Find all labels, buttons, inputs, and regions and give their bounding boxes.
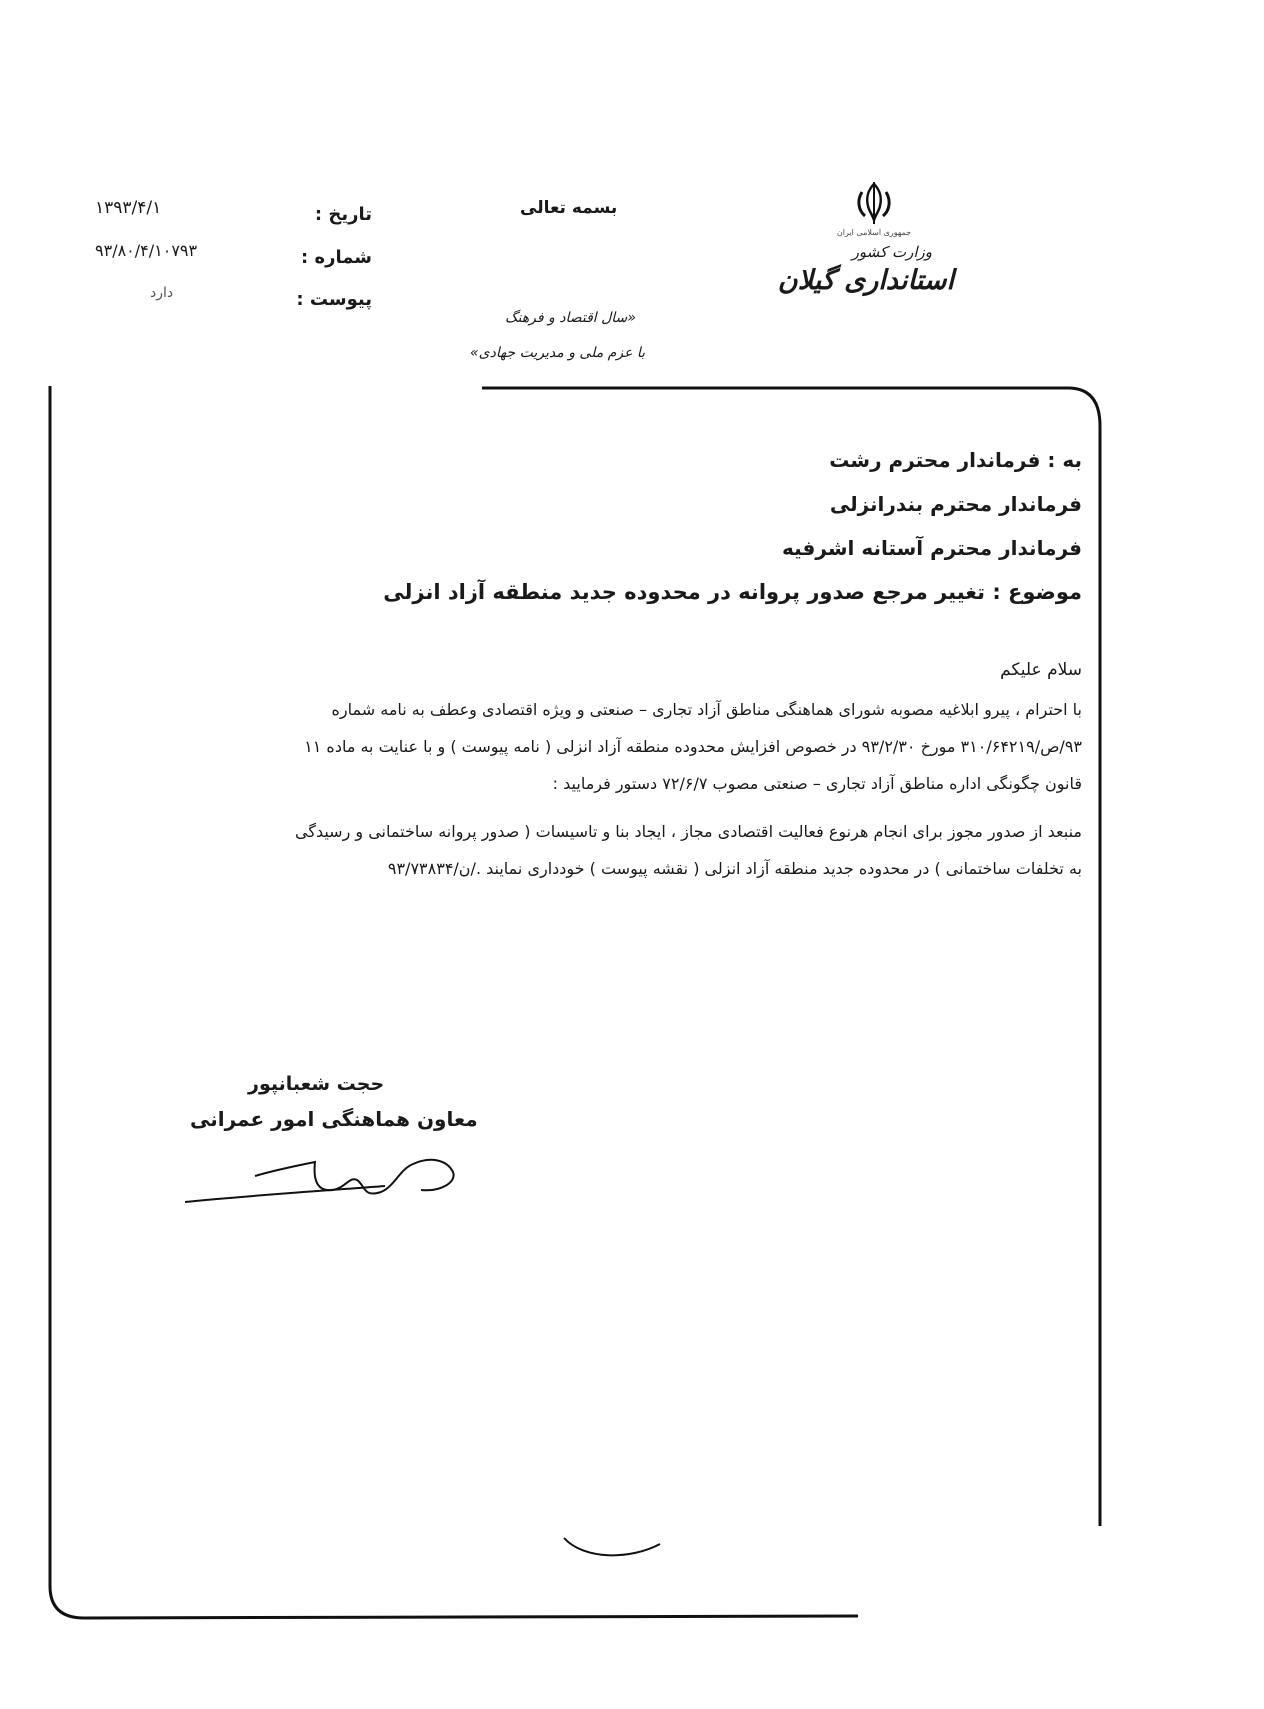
number-label: شماره :	[301, 247, 372, 268]
greeting: سلام علیکم	[1000, 660, 1082, 680]
emblem-caption: جمهوری اسلامی ایران	[836, 228, 912, 237]
signatory-name: حجت شعبانپور	[248, 1073, 385, 1095]
ministry-name: وزارت کشور	[851, 243, 932, 261]
body-line-5: به تخلفات ساختمانی ) در محدوده جدید منطقه آزاد انزلی ( نقشه پیوست ) خودداری نمایند ./ن/۹۳/۷۳۸۳۴	[387, 859, 1082, 878]
number-value: ۹۳/۸۰/۴/۱۰۷۹۳	[95, 241, 198, 260]
date-value: ۱۳۹۳/۴/۱	[95, 198, 162, 218]
letter-subject: موضوع : تغییر مرجع صدور پروانه در محدوده جدید منطقه آزاد انزلی	[383, 580, 1082, 604]
emblem-icon	[852, 180, 896, 226]
signatory-title: معاون هماهنگی امور عمرانی	[190, 1107, 478, 1131]
attachment-value: دارد	[150, 285, 174, 301]
body-line-1: با احترام ، پیرو ابلاغیه مصوبه شورای هماهنگی مناطق آزاد تجاری – صنعتی و ویژه اقتصادی وعطف به نامه شماره	[331, 700, 1082, 719]
attachment-label: پیوست :	[296, 289, 372, 310]
letter-frame	[48, 386, 1104, 1626]
recipient-line-1: به : فرماندار محترم رشت	[829, 448, 1082, 472]
government-emblem	[777, 180, 954, 340]
body-line-3: قانون چگونگی اداره مناطق آزاد تجاری – صنعتی مصوب ۷۲/۶/۷ دستور فرمایید :	[552, 774, 1082, 793]
basmala: بسمه تعالی	[520, 198, 618, 218]
recipient-line-2: فرماندار محترم بندرانزلی	[829, 492, 1082, 516]
year-slogan-line1: «سال اقتصاد و فرهنگ	[505, 310, 636, 326]
handwritten-signature	[185, 1140, 485, 1210]
year-slogan-line2: با عزم ملی و مدیریت جهادی»	[470, 345, 646, 361]
recipient-line-3: فرماندار محترم آستانه اشرفیه	[782, 536, 1082, 560]
curve-mark	[560, 1530, 670, 1566]
province-office-name: استانداری گیلان	[777, 265, 954, 296]
date-label: تاریخ :	[314, 204, 372, 225]
body-line-2: ۹۳/ص/۳۱۰/۶۴۲۱۹ مورخ ۹۳/۲/۳۰ در خصوص افزایش محدوده منطقه آزاد انزلی ( نامه پیوست ) و با عنایت به ماده ۱۱	[304, 737, 1082, 756]
body-line-4: منبعد از صدور مجوز برای انجام هرنوع فعالیت اقتصادی مجاز ، ایجاد بنا و تاسیسات ( صدور پروانه ساختمانی و رسیدگی	[295, 822, 1082, 841]
